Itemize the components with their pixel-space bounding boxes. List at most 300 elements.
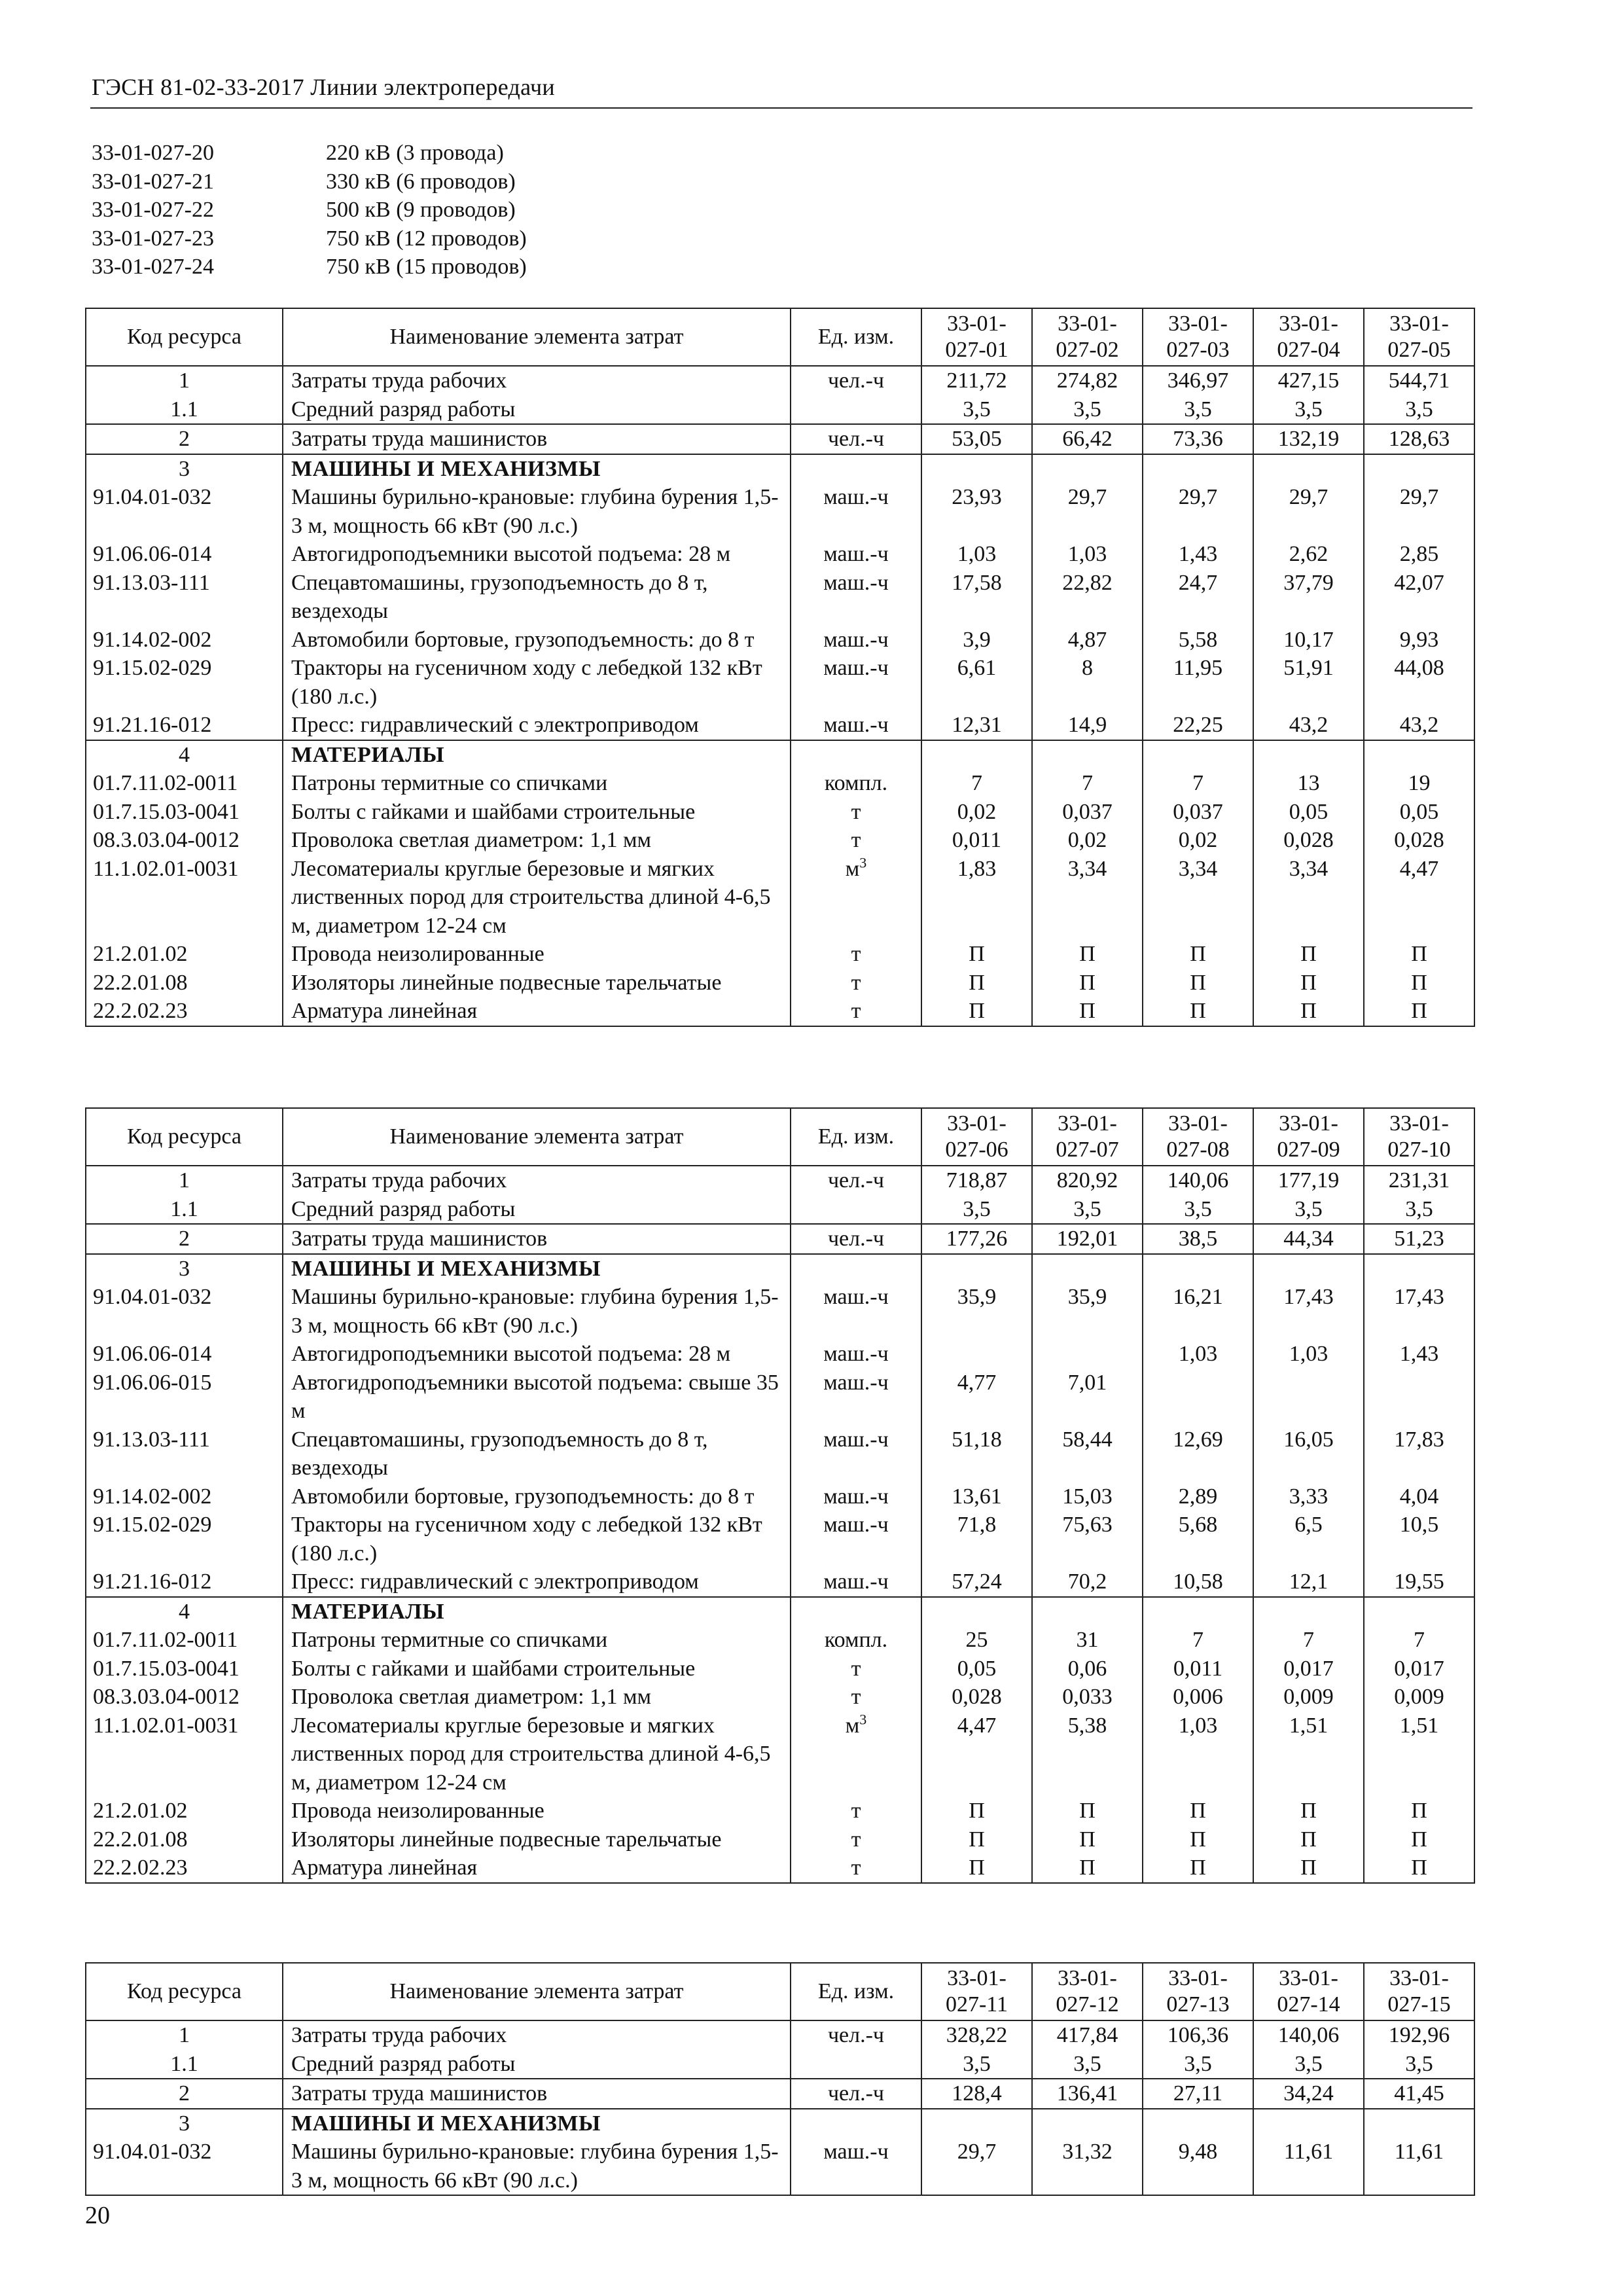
column-code-part: 33-01-	[947, 1111, 1007, 1136]
row-value: 0,06	[1032, 1655, 1143, 1683]
row-value: 31,32	[1032, 2138, 1143, 2195]
row-value: 13	[1253, 769, 1364, 798]
row-unit	[791, 454, 921, 484]
row-name: Болты с гайками и шайбами строительные	[283, 798, 791, 827]
unit-text: маш.-ч	[823, 1285, 889, 1309]
row-code: 4	[86, 740, 283, 770]
unit-text: маш.-ч	[823, 1513, 889, 1537]
row-code: 4	[86, 1597, 283, 1626]
code-list	[92, 139, 527, 281]
row-name: Пресс: гидравлический с электроприводом	[283, 711, 791, 740]
row-code: 91.04.01-032	[86, 1283, 283, 1340]
row-value: 0,037	[1143, 798, 1253, 827]
row-value: 328,22	[921, 2020, 1032, 2050]
row-value: 7	[1032, 769, 1143, 798]
row-value: 820,92	[1032, 1166, 1143, 1195]
row-value: 12,69	[1143, 1426, 1253, 1482]
row-value	[1364, 1369, 1474, 1426]
row-code: 1	[86, 2020, 283, 2050]
row-unit	[791, 997, 921, 1026]
column-code-part: 027-03	[1166, 338, 1230, 362]
row-name: Пресс: гидравлический с электроприводом	[283, 1568, 791, 1597]
row-value	[1364, 740, 1474, 770]
row-value: 37,79	[1253, 569, 1364, 626]
column-code-part: 027-15	[1387, 1992, 1451, 2017]
row-unit	[791, 1825, 921, 1854]
row-unit	[791, 1254, 921, 1283]
row-value: 7	[1253, 1626, 1364, 1655]
unit-text: маш.-ч	[823, 713, 889, 737]
row-value: 10,58	[1143, 1568, 1253, 1597]
unit-text: маш.-ч	[823, 1570, 889, 1594]
row-name: МАТЕРИАЛЫ	[283, 1597, 791, 1626]
row-value: 53,05	[921, 424, 1032, 454]
row-value	[921, 1597, 1032, 1626]
code-list-desc: 220 кВ (3 провода)	[326, 141, 504, 165]
row-value: П	[1143, 1797, 1253, 1825]
row-value: 346,97	[1143, 366, 1253, 395]
row-code: 21.2.01.02	[86, 940, 283, 969]
column-code-part: 33-01-	[1279, 1111, 1338, 1136]
row-name: Средний разряд работы	[283, 2050, 791, 2079]
unit-text: т	[851, 942, 861, 966]
row-unit	[791, 1511, 921, 1568]
table-row	[86, 940, 1474, 969]
row-value	[921, 2109, 1032, 2138]
row-value	[1253, 740, 1364, 770]
row-value: 10,5	[1364, 1511, 1474, 1568]
row-value: 0,011	[1143, 1655, 1253, 1683]
row-name: Арматура линейная	[283, 1854, 791, 1883]
row-value: 3,5	[1143, 395, 1253, 425]
row-value: 6,61	[921, 654, 1032, 711]
row-name: МАТЕРИАЛЫ	[283, 740, 791, 770]
row-value: 51,23	[1364, 1224, 1474, 1254]
row-value: 29,7	[921, 2138, 1032, 2195]
row-value: 0,02	[1143, 826, 1253, 855]
row-value: 1,51	[1253, 1712, 1364, 1797]
table-row	[86, 1854, 1474, 1883]
row-value: 3,5	[1143, 1195, 1253, 1225]
header-column-code	[921, 1108, 1032, 1166]
table-row	[86, 1626, 1474, 1655]
row-value: 132,19	[1253, 424, 1364, 454]
row-value	[1253, 2109, 1364, 2138]
header-column-code	[921, 1963, 1032, 2020]
table-row	[86, 1825, 1474, 1854]
row-value: 136,41	[1032, 2079, 1143, 2109]
row-value: 29,7	[1364, 483, 1474, 540]
header-element-name: Наименование элемента затрат	[283, 1108, 791, 1166]
row-unit	[791, 1854, 921, 1883]
row-value: 1,43	[1364, 1340, 1474, 1369]
row-value: 51,18	[921, 1426, 1032, 1482]
table-row	[86, 1340, 1474, 1369]
row-value: 19,55	[1364, 1568, 1474, 1597]
unit-superscript: 3	[859, 1711, 867, 1728]
row-value	[1032, 2109, 1143, 2138]
row-name: Автомобили бортовые, грузоподъемность: до 8 т	[283, 1482, 791, 1511]
row-value: 1,03	[1253, 1340, 1364, 1369]
column-code-part: 027-14	[1277, 1992, 1340, 2017]
column-code-part: 33-01-	[1279, 1966, 1338, 1990]
row-value: 140,06	[1143, 1166, 1253, 1195]
header-resource-code: Код ресурса	[86, 1108, 283, 1166]
row-value: 128,63	[1364, 424, 1474, 454]
row-value: П	[1364, 1797, 1474, 1825]
row-value: 0,011	[921, 826, 1032, 855]
unit-text: т	[851, 799, 861, 824]
row-value: 8	[1032, 654, 1143, 711]
row-name: Провода неизолированные	[283, 940, 791, 969]
row-name: Машины бурильно-крановые: глубина бурения 1,5-3 м, мощность 66 кВт (90 л.с.)	[283, 2138, 791, 2195]
unit-text: т	[851, 1685, 861, 1709]
header-unit: Ед. изм.	[791, 1108, 921, 1166]
row-code: 2	[86, 424, 283, 454]
row-value: 192,96	[1364, 2020, 1474, 2050]
table-row	[86, 798, 1474, 827]
column-code-part: 33-01-	[947, 312, 1007, 336]
unit-text: компл.	[824, 1628, 888, 1652]
row-value: 70,2	[1032, 1568, 1143, 1597]
row-code: 3	[86, 1254, 283, 1283]
row-unit	[791, 798, 921, 827]
row-value: 17,43	[1253, 1283, 1364, 1340]
row-value: 24,7	[1143, 569, 1253, 626]
row-value: 3,34	[1253, 855, 1364, 941]
unit-text: маш.-ч	[823, 485, 889, 509]
table-row	[86, 1254, 1474, 1283]
row-unit	[791, 395, 921, 425]
row-value: П	[1032, 1797, 1143, 1825]
row-name: МАШИНЫ И МЕХАНИЗМЫ	[283, 2109, 791, 2138]
header-column-code	[1253, 1963, 1364, 2020]
table-row	[86, 1195, 1474, 1225]
row-value: П	[1032, 997, 1143, 1026]
row-unit	[791, 1712, 921, 1797]
row-code: 3	[86, 2109, 283, 2138]
row-value: 3,5	[921, 2050, 1032, 2079]
row-unit	[791, 2020, 921, 2050]
row-value: П	[921, 1797, 1032, 1825]
row-code: 1	[86, 1166, 283, 1195]
row-value: 15,03	[1032, 1482, 1143, 1511]
row-value: 29,7	[1253, 483, 1364, 540]
table-row	[86, 1166, 1474, 1195]
row-value: 0,02	[1032, 826, 1143, 855]
row-value: 22,25	[1143, 711, 1253, 740]
row-value: П	[1364, 1854, 1474, 1883]
row-value: П	[1364, 997, 1474, 1026]
row-value	[1364, 1597, 1474, 1626]
row-unit	[791, 1195, 921, 1225]
column-code-part: 027-04	[1277, 338, 1340, 362]
row-name: Изоляторы линейные подвесные тарельчатые	[283, 1825, 791, 1854]
row-value: 3,5	[1032, 2050, 1143, 2079]
row-value: 42,07	[1364, 569, 1474, 626]
row-value: 17,83	[1364, 1426, 1474, 1482]
row-value: 7	[921, 769, 1032, 798]
row-value: П	[1143, 1825, 1253, 1854]
code-list-code: 33-01-027-21	[92, 169, 214, 194]
row-value: 27,11	[1143, 2079, 1253, 2109]
row-value: 17,43	[1364, 1283, 1474, 1340]
table-row	[86, 1224, 1474, 1254]
row-value: П	[1364, 969, 1474, 997]
row-value: 41,45	[1364, 2079, 1474, 2109]
column-code-part: 027-09	[1277, 1138, 1340, 1162]
column-code-part: 33-01-	[1389, 312, 1449, 336]
row-unit	[791, 1283, 921, 1340]
header-column-code	[1253, 1108, 1364, 1166]
header-divider	[90, 107, 1472, 109]
row-value	[1143, 1597, 1253, 1626]
row-name: Машины бурильно-крановые: глубина бурения 1,5-3 м, мощность 66 кВт (90 л.с.)	[283, 1283, 791, 1340]
table-row	[86, 1568, 1474, 1597]
unit-text: т	[851, 1856, 861, 1880]
row-unit	[791, 826, 921, 855]
row-name: Затраты труда рабочих	[283, 2020, 791, 2050]
code-list-item	[92, 196, 527, 224]
row-unit	[791, 769, 921, 798]
row-value: 106,36	[1143, 2020, 1253, 2050]
header-column-code	[1143, 1963, 1253, 2020]
row-value: 1,43	[1143, 540, 1253, 569]
table-row	[86, 740, 1474, 770]
row-unit	[791, 1482, 921, 1511]
row-value	[1032, 454, 1143, 484]
row-code: 2	[86, 2079, 283, 2109]
row-code: 01.7.15.03-0041	[86, 798, 283, 827]
row-value: 13,61	[921, 1482, 1032, 1511]
row-name: Автомобили бортовые, грузоподъемность: до 8 т	[283, 626, 791, 655]
table-row	[86, 1283, 1474, 1340]
row-value: П	[1143, 969, 1253, 997]
row-value	[1364, 454, 1474, 484]
table-row	[86, 2109, 1474, 2138]
row-value: 9,93	[1364, 626, 1474, 655]
table-row	[86, 626, 1474, 655]
row-value: 128,4	[921, 2079, 1032, 2109]
table-row	[86, 540, 1474, 569]
row-unit	[791, 940, 921, 969]
unit-text: чел.-ч	[827, 427, 885, 451]
table-row	[86, 1511, 1474, 1568]
row-code: 91.21.16-012	[86, 711, 283, 740]
table-row	[86, 1482, 1474, 1511]
row-value: 0,009	[1253, 1683, 1364, 1712]
code-list-desc: 330 кВ (6 проводов)	[326, 169, 516, 194]
unit-text: маш.-ч	[823, 1427, 889, 1452]
column-code-part: 33-01-	[1389, 1111, 1449, 1136]
unit-text: маш.-ч	[823, 542, 889, 566]
row-value: 140,06	[1253, 2020, 1364, 2050]
row-name: Машины бурильно-крановые: глубина бурения 1,5-3 м, мощность 66 кВт (90 л.с.)	[283, 483, 791, 540]
row-unit	[791, 654, 921, 711]
row-value: П	[1364, 940, 1474, 969]
row-value: П	[1143, 997, 1253, 1026]
row-value: П	[921, 969, 1032, 997]
table-row	[86, 395, 1474, 425]
row-value: 3,9	[921, 626, 1032, 655]
row-value: П	[1032, 940, 1143, 969]
row-value: 44,08	[1364, 654, 1474, 711]
row-value: 3,5	[1364, 1195, 1474, 1225]
row-unit	[791, 483, 921, 540]
row-value: П	[1032, 1854, 1143, 1883]
row-code: 91.06.06-015	[86, 1369, 283, 1426]
row-name: Автогидроподъемники высотой подъема: 28 м	[283, 540, 791, 569]
table-row	[86, 997, 1474, 1026]
row-name: Болты с гайками и шайбами строительные	[283, 1655, 791, 1683]
row-value: 35,9	[1032, 1283, 1143, 1340]
code-list-code: 33-01-027-23	[92, 226, 214, 251]
row-value: 22,82	[1032, 569, 1143, 626]
table-row	[86, 654, 1474, 711]
row-value: 3,34	[1143, 855, 1253, 941]
row-unit	[791, 1340, 921, 1369]
row-unit	[791, 2109, 921, 2138]
table-header-row	[86, 308, 1474, 366]
row-value: 274,82	[1032, 366, 1143, 395]
row-value	[921, 1254, 1032, 1283]
row-value: 16,21	[1143, 1283, 1253, 1340]
row-code: 1.1	[86, 395, 283, 425]
column-code-part: 33-01-	[1058, 312, 1117, 336]
unit-text: т	[851, 970, 861, 995]
column-code-part: 027-07	[1056, 1138, 1119, 1162]
header-column-code	[1143, 308, 1253, 366]
row-value: П	[1364, 1825, 1474, 1854]
unit-text: т	[851, 1656, 861, 1681]
table-row	[86, 1712, 1474, 1797]
row-name: Провода неизолированные	[283, 1797, 791, 1825]
row-value	[1032, 740, 1143, 770]
row-code: 91.13.03-111	[86, 569, 283, 626]
code-list-item	[92, 224, 527, 253]
row-value	[1143, 2109, 1253, 2138]
row-value: 5,68	[1143, 1511, 1253, 1568]
table-row	[86, 1426, 1474, 1482]
row-unit	[791, 569, 921, 626]
row-unit	[791, 1568, 921, 1597]
row-value: П	[1253, 1797, 1364, 1825]
header-resource-code: Код ресурса	[86, 1963, 283, 2020]
unit-text: маш.-ч	[823, 1484, 889, 1509]
unit-text: т	[851, 1827, 861, 1852]
row-value: 1,03	[1143, 1340, 1253, 1369]
row-code: 1	[86, 366, 283, 395]
row-name: Средний разряд работы	[283, 395, 791, 425]
table-header-row	[86, 1963, 1474, 2020]
row-code: 91.21.16-012	[86, 1568, 283, 1597]
row-value: 177,19	[1253, 1166, 1364, 1195]
header-column-code	[1143, 1108, 1253, 1166]
row-value: 2,89	[1143, 1482, 1253, 1511]
row-code: 91.14.02-002	[86, 626, 283, 655]
table-row	[86, 2079, 1474, 2109]
row-value	[921, 740, 1032, 770]
table-row	[86, 2020, 1474, 2050]
header-unit: Ед. изм.	[791, 308, 921, 366]
row-value: 1,03	[1143, 1712, 1253, 1797]
row-code: 91.04.01-032	[86, 483, 283, 540]
row-value: 7,01	[1032, 1369, 1143, 1426]
row-unit	[791, 2050, 921, 2079]
row-value: 57,24	[921, 1568, 1032, 1597]
row-value: 11,95	[1143, 654, 1253, 711]
row-name: Автогидроподъемники высотой подъема: 28 м	[283, 1340, 791, 1369]
table-row	[86, 1597, 1474, 1626]
row-value: 66,42	[1032, 424, 1143, 454]
row-value: 2,62	[1253, 540, 1364, 569]
row-value: 0,05	[1253, 798, 1364, 827]
row-value: 1,83	[921, 855, 1032, 941]
row-name: Спецавтомашины, грузоподъемность до 8 т, вездеходы	[283, 569, 791, 626]
row-name: МАШИНЫ И МЕХАНИЗМЫ	[283, 1254, 791, 1283]
row-value: 17,58	[921, 569, 1032, 626]
row-value: 4,04	[1364, 1482, 1474, 1511]
unit-text: чел.-ч	[827, 2081, 885, 2106]
row-value: 31	[1032, 1626, 1143, 1655]
row-value: 544,71	[1364, 366, 1474, 395]
column-code-part: 33-01-	[1168, 1111, 1228, 1136]
header-element-name: Наименование элемента затрат	[283, 1963, 791, 2020]
row-code: 01.7.11.02-0011	[86, 1626, 283, 1655]
header-column-code	[1364, 1963, 1474, 2020]
row-name: Затраты труда машинистов	[283, 2079, 791, 2109]
row-value: 3,5	[1253, 1195, 1364, 1225]
row-value	[1032, 1340, 1143, 1369]
column-code-part: 027-10	[1387, 1138, 1451, 1162]
row-value: 7	[1364, 1626, 1474, 1655]
row-value: 75,63	[1032, 1511, 1143, 1568]
code-list-item	[92, 139, 527, 168]
row-unit	[791, 1797, 921, 1825]
row-name: Лесоматериалы круглые березовые и мягких лиственных пород для строительства длиной 4-6,5 м, диаметром 12-24 см	[283, 1712, 791, 1797]
page-number: 20	[85, 2202, 110, 2229]
row-value: 34,24	[1253, 2079, 1364, 2109]
row-unit	[791, 1626, 921, 1655]
column-code-part: 027-08	[1166, 1138, 1230, 1162]
row-value: 19	[1364, 769, 1474, 798]
row-code: 11.1.02.01-0031	[86, 855, 283, 941]
row-code: 21.2.01.02	[86, 1797, 283, 1825]
row-value: 5,38	[1032, 1712, 1143, 1797]
row-value: 73,36	[1143, 424, 1253, 454]
unit-text: маш.-ч	[823, 656, 889, 680]
row-value: 16,05	[1253, 1426, 1364, 1482]
row-code: 91.15.02-029	[86, 654, 283, 711]
row-unit	[791, 424, 921, 454]
table-row	[86, 454, 1474, 484]
code-list-code: 33-01-027-22	[92, 198, 214, 222]
unit-text: маш.-ч	[823, 627, 889, 652]
row-value: 3,5	[921, 395, 1032, 425]
row-code: 1.1	[86, 2050, 283, 2079]
row-value: 177,26	[921, 1224, 1032, 1254]
row-value	[1364, 1254, 1474, 1283]
row-value: 10,17	[1253, 626, 1364, 655]
row-code: 91.14.02-002	[86, 1482, 283, 1511]
row-code: 91.13.03-111	[86, 1426, 283, 1482]
header-column-code	[921, 308, 1032, 366]
code-list-item	[92, 168, 527, 196]
column-code-part: 33-01-	[1058, 1111, 1117, 1136]
unit-text: м	[845, 856, 860, 881]
unit-text: чел.-ч	[827, 1227, 885, 1251]
row-value: 0,028	[1253, 826, 1364, 855]
